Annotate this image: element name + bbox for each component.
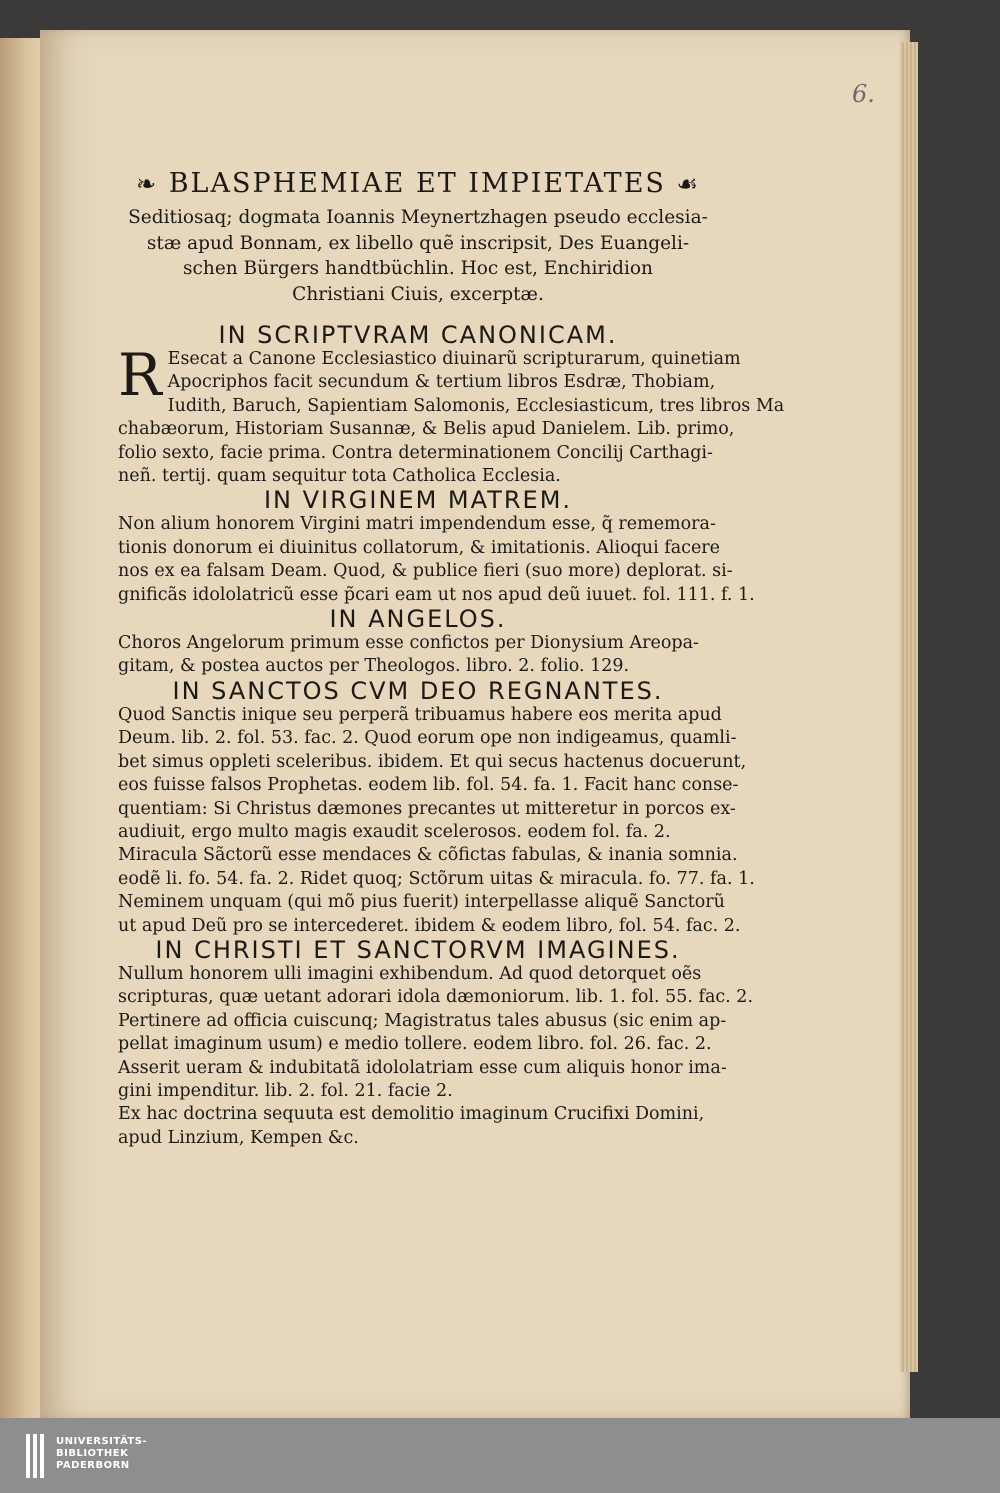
- title-text: BLASPHEMIAE ET IMPIETATES: [168, 168, 666, 199]
- library-name-line: PADERBORN: [56, 1460, 130, 1471]
- page-edges: [900, 42, 918, 1372]
- text-line: gnificãs idololatricũ esse p̃cari eam ut nos apud deũ iuuet. fol. 111. f. 1.: [118, 584, 755, 605]
- text-line: Apocriphos facit secundum & tertium libros Esdræ, Thobiam,: [167, 372, 716, 393]
- paragraph: [118, 513, 755, 607]
- text-line: Iudith, Baruch, Sapientiam Salomonis, Ecclesiasticum, tres libros Ma: [167, 395, 785, 416]
- text-line: Ex hac doctrina sequuta est demolitio imaginum Crucifixi Domini,: [118, 1104, 705, 1125]
- text-line: gitam, & postea auctos per Theologos. libro. 2. folio. 129.: [118, 656, 630, 677]
- intro-line: schen Bürgers handtbüchlin. Hoc est, Enchiridion: [183, 258, 653, 279]
- text-line: Nullum honorem ulli imagini exhibendum. Ad quod detorquet oẽs: [118, 963, 702, 984]
- library-name-line: UNIVERSITÄTS-: [56, 1436, 148, 1447]
- text-line: apud Linzium, Kempen &c.: [118, 1127, 359, 1148]
- text-line: Neminem unquam (qui mõ pius fuerit) interpellasse aliquẽ Sanctorũ: [118, 892, 725, 913]
- text-line: eos fuisse falsos Prophetas. eodem lib. fol. 54. fa. 1. Facit hanc conse-: [118, 775, 739, 796]
- text-line: quentiam: Si Christus dæmones precantes ut mitteretur in porcos ex-: [118, 798, 736, 819]
- section-heading: IN SCRIPTVRAM CANONICAM.: [218, 321, 618, 349]
- text-line: tionis donorum ei diuinitus collatorum, & imitationis. Alioqui facere: [118, 537, 721, 558]
- paragraph: [118, 632, 718, 679]
- right-ornament-icon: ☙: [676, 170, 701, 198]
- text-line: Pertinere ad officia cuiscunq; Magistratus tales abusus (sic enim ap-: [118, 1010, 727, 1031]
- intro-line: Seditiosaq; dogmata Ioannis Meynertzhagen pseudo ecclesia-: [128, 207, 708, 228]
- intro-line: stæ apud Bonnam, ex libello quẽ inscripsit, Des Euangeli-: [146, 232, 690, 254]
- section-heading: IN ANGELOS.: [329, 605, 507, 634]
- text-line: nos ex ea falsam Deam. Quod, & publice fieri (suo more) deplorat. si-: [118, 561, 733, 582]
- folio-number: 6.: [852, 80, 875, 108]
- text-line: Miracula Sãctorũ esse mendaces & cõfictas fabulas, & inania somnia.: [118, 845, 738, 866]
- library-name-line: BIBLIOTHEK: [56, 1448, 129, 1459]
- library-logo-icon: [26, 1434, 48, 1478]
- text-line: Choros Angelorum primum esse confictos per Dionysium Areopa-: [118, 633, 699, 654]
- library-footer: [0, 1418, 1000, 1493]
- left-ornament-icon: ❧: [135, 170, 159, 198]
- text-line: ut apud Deũ pro se intercederet. ibidem & eodem libro, fol. 54. fac. 2.: [118, 915, 741, 936]
- page-title: [118, 168, 718, 199]
- section-heading: IN CHRISTI ET SANCTORVM IMAGINES.: [155, 935, 681, 964]
- intro-line: Christiani Ciuis, excerptæ.: [292, 283, 544, 305]
- text-line: Esecat a Canone Ecclesiastico diuinarũ scripturarum, quinetiam: [167, 349, 741, 369]
- section-heading: IN SANCTOS CVM DEO REGNANTES.: [172, 676, 664, 705]
- text-line: audiuit, ergo multo magis exaudit scelerosos. eodem fol. fa. 2.: [118, 821, 671, 842]
- library-name: [56, 1436, 147, 1472]
- text-line: Non alium honorem Virgini matri impendendum esse, q̃ rememora-: [118, 514, 716, 535]
- text-line: chabæorum, Historiam Susannæ, & Belis apud Danielem. Lib. primo,: [118, 419, 735, 440]
- text-line: gini impenditur. lib. 2. fol. 21. facie 2.: [118, 1080, 453, 1101]
- text-line: neñ. tertij. quam sequitur tota Catholica Ecclesia.: [118, 466, 561, 487]
- section-heading: IN VIRGINEM MATREM.: [263, 486, 573, 515]
- paragraph: [118, 1057, 727, 1104]
- sections: [118, 321, 785, 1150]
- paragraph: [118, 1010, 727, 1057]
- text-line: pellat imaginum usum) e medio tollere. eodem libro. fol. 26. fac. 2.: [118, 1034, 712, 1055]
- text-line: scripturas, quæ uetant adorari idola dæmoniorum. lib. 1. fol. 55. fac. 2.: [118, 987, 754, 1008]
- text-line: Quod Sanctis inique seu perperã tribuamus habere eos merita apud: [118, 704, 722, 725]
- page-text: [118, 168, 785, 1150]
- paragraph: [118, 1103, 718, 1150]
- drop-cap: R: [118, 341, 162, 409]
- intro-block: [118, 205, 718, 307]
- text-line: Asserit ueram & indubitatã idololatriam esse cum aliquis honor ima-: [118, 1057, 727, 1078]
- paragraph: [118, 963, 754, 1010]
- paragraph: [118, 844, 755, 891]
- text-line: eodẽ li. fo. 54. fa. 2. Ridet quoq; Sctõrum uitas & miracula. fo. 77. fa. 1.: [118, 868, 755, 889]
- text-line: bet simus oppleti sceleribus. ibidem. Et qui secus hactenus docuerunt,: [118, 751, 747, 772]
- paragraph: [118, 341, 785, 488]
- paragraph: [118, 704, 747, 844]
- text-line: folio sexto, facie prima. Contra determinationem Concilij Carthagi-: [118, 442, 713, 463]
- text-line: Deum. lib. 2. fol. 53. fac. 2. Quod eorum ope non indigeamus, quamli-: [118, 728, 737, 749]
- facing-page-edge: [0, 38, 44, 1418]
- paragraph: [118, 891, 741, 938]
